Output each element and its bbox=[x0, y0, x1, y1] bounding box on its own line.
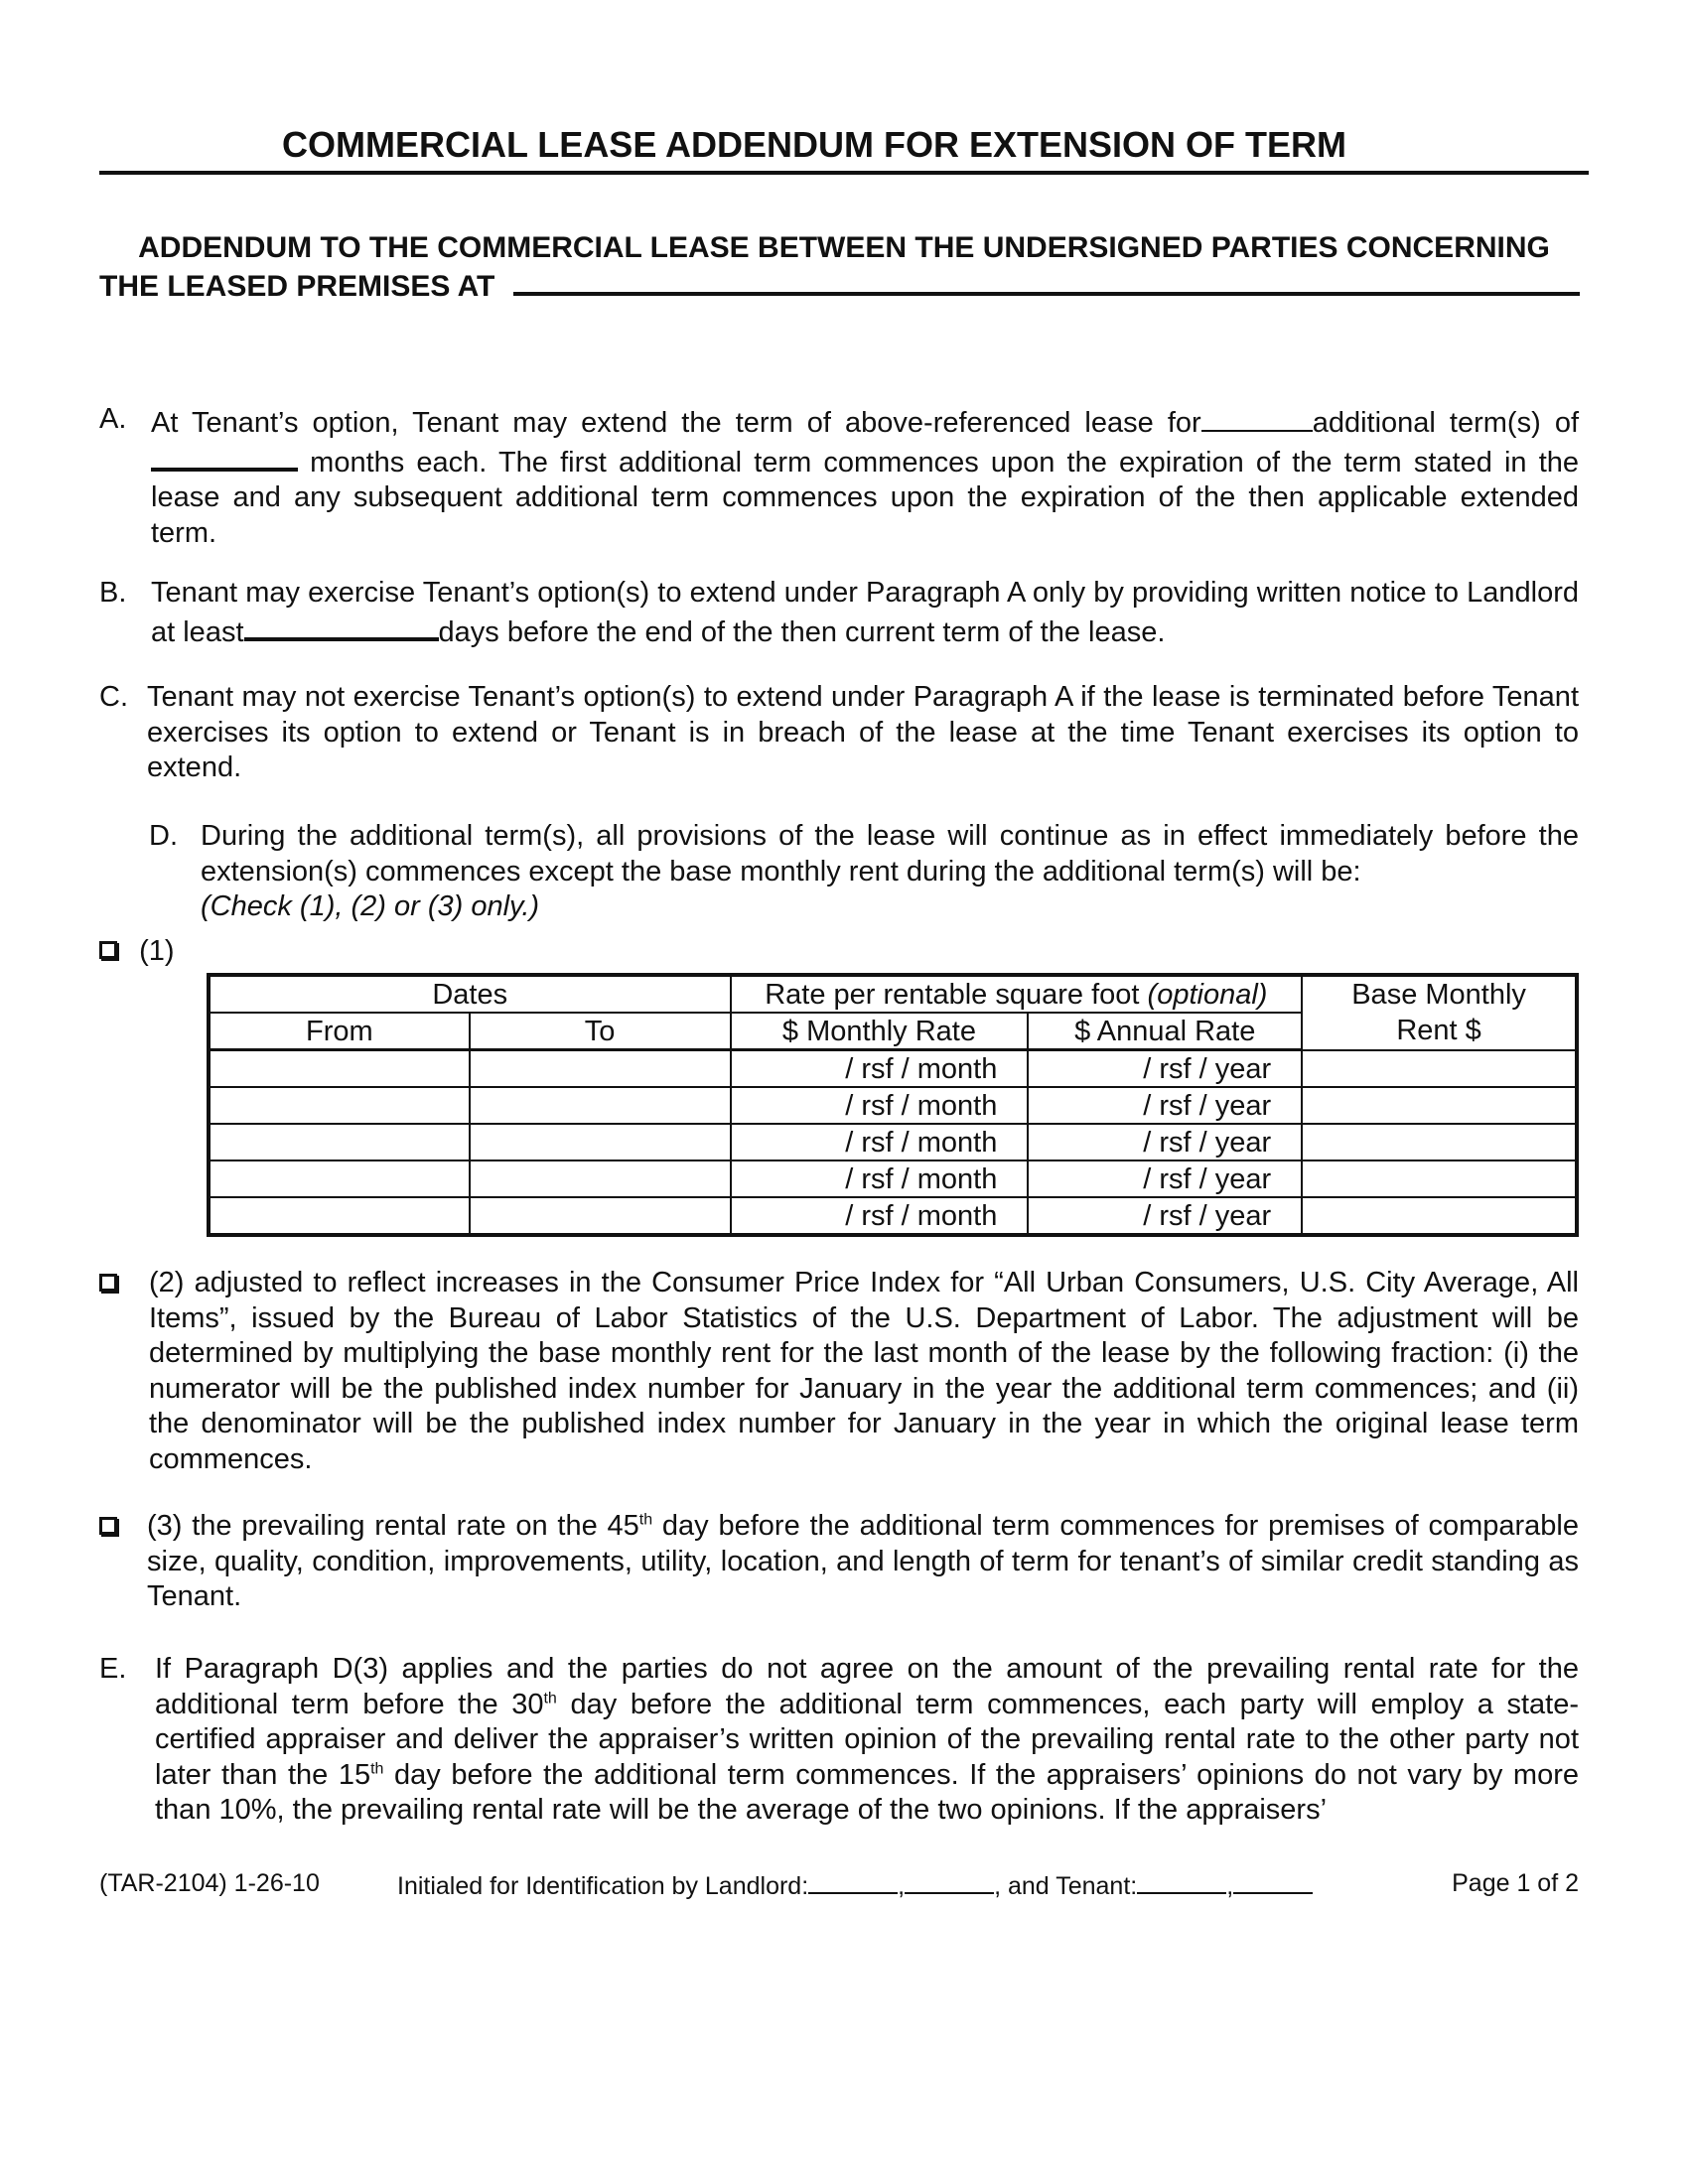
header-base-line-1: Base Monthly bbox=[1351, 979, 1526, 1012]
to-date-cell[interactable] bbox=[470, 1050, 731, 1088]
paragraph-c-text: Tenant may not exercise Tenant’s option(s) to extend under Paragraph A if the lease is terminated before Tenant exercises its option to extend or Tenant is in breach of the lease at the time Tenant exercises its option to extend. bbox=[147, 681, 1579, 783]
check-instruction: (Check (1), (2) or (3) only.) bbox=[201, 890, 540, 922]
monthly-rate-cell[interactable]: / rsf / month bbox=[731, 1087, 1029, 1124]
initials-landlord-label: Initialed for Identification by Landlord: bbox=[397, 1872, 809, 1900]
annual-rate-cell[interactable]: / rsf / year bbox=[1028, 1124, 1302, 1160]
header-rate-optional: (optional) bbox=[1147, 978, 1268, 1011]
additional-terms-count-field[interactable] bbox=[1201, 402, 1313, 432]
option-2-label: (2) bbox=[149, 1267, 185, 1298]
table-row bbox=[209, 1050, 1577, 1088]
base-rent-cell[interactable] bbox=[1302, 1087, 1577, 1124]
base-rent-cell[interactable] bbox=[1302, 1124, 1577, 1160]
header-annual-rate: $ Annual Rate bbox=[1028, 1013, 1302, 1050]
annual-rate-cell[interactable]: / rsf / year bbox=[1028, 1087, 1302, 1124]
header-from: From bbox=[209, 1013, 470, 1050]
addendum-heading bbox=[99, 230, 1589, 305]
title-text: COMMERCIAL LEASE ADDENDUM FOR EXTENSION OF TERM bbox=[281, 124, 1347, 165]
header-to: To bbox=[470, 1013, 731, 1050]
paragraph-d-text: During the additional term(s), all provisions of the lease will continue as in effect immediately before the extension(s) commences except the base monthly rent during the additional term(s) will be: bbox=[201, 820, 1579, 887]
option-2-text: adjusted to reflect increases in the Consumer Price Index for “All Urban Consumers, U.S. City Average, All Items”, issued by the Bureau of Labor Statistics of the U.S. Department of Labor. The adjustment will be determined by multiplying the base monthly rent for the last month of the lease by the following fraction: (i) the numerator will be the published index number for January in the year the additional term commences; and (ii) the denominator will be the published index number for January in the year in which the original lease term commences. bbox=[149, 1267, 1579, 1475]
paragraph-e-text-2: day before the additional term commences, each party will employ a state-certified appraiser and deliver the appraiser’s written opinion of the prevailing rental rate to the other party not later than the 15 bbox=[155, 1688, 1580, 1791]
heading-line-2 bbox=[99, 266, 1589, 305]
annual-rate-cell[interactable]: / rsf / year bbox=[1028, 1197, 1302, 1235]
form-id: (TAR-2104) 1-26-10 bbox=[99, 1869, 320, 1897]
monthly-rate-cell[interactable]: / rsf / month bbox=[731, 1124, 1029, 1160]
ordinal-suffix: th bbox=[543, 1689, 557, 1706]
rent-schedule-table bbox=[207, 973, 1579, 1237]
table-row bbox=[209, 1197, 1577, 1235]
paragraph-c-label: C. bbox=[99, 681, 128, 713]
tenant-initial-1-field[interactable] bbox=[1137, 1868, 1226, 1894]
paragraph-a-label: A. bbox=[99, 403, 127, 435]
option-3-text-1: the prevailing rental rate on the 45 bbox=[192, 1510, 639, 1542]
base-rent-cell[interactable] bbox=[1302, 1160, 1577, 1197]
paragraph-a bbox=[99, 402, 1579, 551]
base-rent-cell[interactable] bbox=[1302, 1197, 1577, 1235]
paragraph-a-text-1: At Tenant’s option, Tenant may extend the term of above-referenced lease for bbox=[151, 407, 1201, 439]
page-number: Page 1 of 2 bbox=[1452, 1869, 1579, 1897]
tenant-initial-2-field[interactable] bbox=[1233, 1868, 1313, 1894]
paragraph-b bbox=[99, 576, 1579, 650]
option-3 bbox=[99, 1509, 1579, 1615]
header-dates: Dates bbox=[209, 975, 731, 1013]
option-1-label: (1) bbox=[139, 935, 175, 967]
leased-premises-label: THE LEASED PREMISES AT bbox=[99, 270, 495, 303]
paragraph-a-text-2: additional term(s) of bbox=[1312, 407, 1579, 439]
months-each-field[interactable] bbox=[151, 442, 298, 472]
ordinal-suffix: th bbox=[370, 1759, 384, 1777]
table-row bbox=[209, 1124, 1577, 1160]
paragraph-e-text-3: day before the additional term commences. If the appraisers’ opinions do not vary by more than 10%, the prevailing rental rate will be the average of the two opinions. If the appraisers’ bbox=[155, 1758, 1579, 1826]
landlord-initial-1-field[interactable] bbox=[808, 1868, 898, 1894]
document-title bbox=[99, 123, 1589, 175]
paragraph-b-text-2: days before the end of the then current term of the lease. bbox=[438, 615, 1166, 648]
monthly-rate-cell[interactable]: / rsf / month bbox=[731, 1197, 1029, 1235]
to-date-cell[interactable] bbox=[470, 1087, 731, 1124]
option-3-label: (3) bbox=[147, 1510, 183, 1542]
option-2-checkbox[interactable] bbox=[99, 1274, 117, 1292]
initials-line: Initialed for Identification by Landlord: , , and Tenant: , bbox=[397, 1868, 1313, 1901]
option-2 bbox=[99, 1266, 1579, 1477]
to-date-cell[interactable] bbox=[470, 1124, 731, 1160]
table-row bbox=[209, 1087, 1577, 1124]
paragraph-a-text-3: months each. The first additional term commences upon the expiration of the term stated in the lease and any subsequent additional term commences upon the expiration of the then applicable extended term. bbox=[151, 446, 1580, 549]
initials-tenant-label: , and Tenant: bbox=[994, 1872, 1138, 1900]
monthly-rate-cell[interactable]: / rsf / month bbox=[731, 1050, 1029, 1088]
monthly-rate-cell[interactable]: / rsf / month bbox=[731, 1160, 1029, 1197]
paragraph-e-label: E. bbox=[99, 1653, 127, 1685]
leased-premises-field[interactable] bbox=[513, 266, 1580, 296]
landlord-initial-2-field[interactable] bbox=[905, 1868, 994, 1894]
paragraph-e bbox=[99, 1652, 1579, 1829]
to-date-cell[interactable] bbox=[470, 1160, 731, 1197]
from-date-cell[interactable] bbox=[209, 1124, 470, 1160]
paragraph-e-text-1: If Paragraph D(3) applies and the parties do not agree on the amount of the prevailing rental rate for the additional term before the 30 bbox=[155, 1653, 1579, 1720]
paragraph-b-label: B. bbox=[99, 577, 127, 609]
paragraph-d bbox=[149, 819, 1579, 925]
base-rent-cell[interactable] bbox=[1302, 1050, 1577, 1088]
table-header-row-1 bbox=[209, 975, 1577, 1013]
option-1-checkbox[interactable] bbox=[99, 941, 117, 959]
paragraph-d-label: D. bbox=[149, 820, 178, 852]
header-monthly-rate: $ Monthly Rate bbox=[731, 1013, 1029, 1050]
notice-days-field[interactable] bbox=[244, 612, 439, 641]
from-date-cell[interactable] bbox=[209, 1087, 470, 1124]
option-1 bbox=[99, 934, 175, 970]
annual-rate-cell[interactable]: / rsf / year bbox=[1028, 1050, 1302, 1088]
header-rate bbox=[731, 975, 1303, 1013]
from-date-cell[interactable] bbox=[209, 1197, 470, 1235]
heading-line-1: ADDENDUM TO THE COMMERCIAL LEASE BETWEEN THE UNDERSIGNED PARTIES CONCERNING bbox=[138, 231, 1550, 264]
to-date-cell[interactable] bbox=[470, 1197, 731, 1235]
option-3-checkbox[interactable] bbox=[99, 1517, 117, 1535]
annual-rate-cell[interactable]: / rsf / year bbox=[1028, 1160, 1302, 1197]
paragraph-c bbox=[99, 680, 1579, 786]
header-base-line-2: Rent $ bbox=[1396, 1015, 1481, 1047]
paragraph-b-text-1: Tenant may exercise Tenant’s option(s) to extend under Paragraph A only by providing written notice to Landlord at least bbox=[151, 577, 1579, 648]
from-date-cell[interactable] bbox=[209, 1160, 470, 1197]
header-base-monthly-rent bbox=[1302, 975, 1577, 1050]
option-3-text-2: day before the additional term commences for premises of comparable size, quality, condition, improvements, utility, location, and length of term for tenant’s of similar credit standing as Tenant. bbox=[147, 1510, 1580, 1612]
from-date-cell[interactable] bbox=[209, 1050, 470, 1088]
ordinal-suffix: th bbox=[638, 1511, 653, 1529]
table-row bbox=[209, 1160, 1577, 1197]
header-rate-text: Rate per rentable square foot bbox=[765, 978, 1148, 1011]
